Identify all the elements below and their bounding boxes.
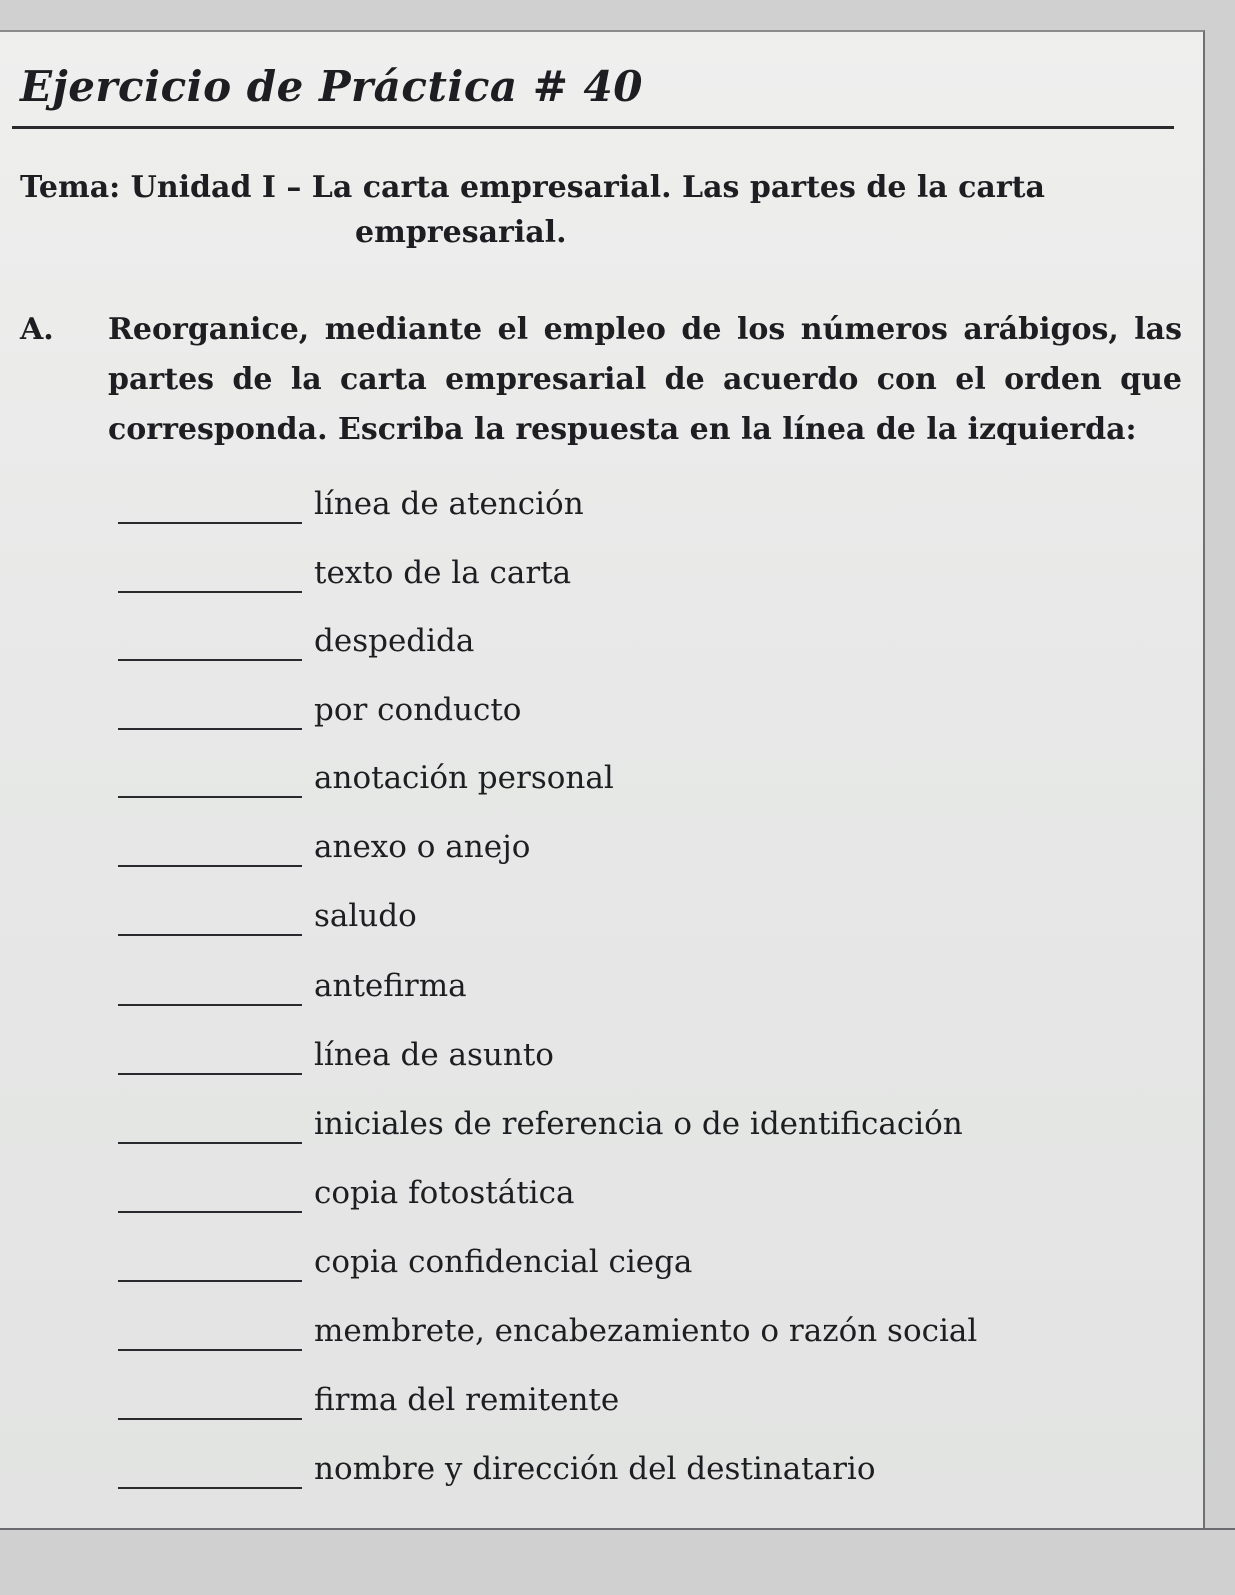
item-label: copia confidencial ciega: [314, 1244, 693, 1280]
instruction-text: Reorganice, mediante el empleo de los números arábigos, las partes de la carta empresarial de acuerdo con el orden que corresponda. Escriba la respuesta en la línea de la izquierda:: [108, 312, 1182, 447]
item-label: nombre y dirección del destinatario: [314, 1451, 876, 1487]
list-item: [0, 692, 1100, 732]
item-label: por conducto: [314, 692, 522, 728]
item-label: membrete, encabezamiento o razón social: [314, 1313, 978, 1349]
page-title: Ejercicio de Práctica # 40: [20, 62, 643, 111]
item-label: anotación personal: [314, 760, 614, 796]
answer-blank[interactable]: [118, 1211, 302, 1213]
list-item: [0, 829, 1100, 869]
item-label: copia fotostática: [314, 1175, 575, 1211]
answer-blank[interactable]: [118, 1487, 302, 1489]
list-item: [0, 1175, 1100, 1215]
list-item: [0, 1037, 1100, 1077]
list-item: [0, 623, 1100, 663]
answer-blank[interactable]: [118, 728, 302, 730]
list-item: [0, 898, 1100, 938]
answer-blank[interactable]: [118, 659, 302, 661]
item-label: texto de la carta: [314, 555, 572, 591]
item-label: saludo: [314, 898, 417, 934]
list-item: [0, 555, 1100, 595]
topic-line-2: empresarial.: [355, 215, 567, 250]
answer-blank[interactable]: [118, 796, 302, 798]
list-item: [0, 760, 1100, 800]
section-label: A.: [20, 312, 54, 347]
list-item: [0, 1451, 1100, 1491]
topic-heading: [20, 165, 1170, 255]
list-item: [0, 1106, 1100, 1146]
answer-blank[interactable]: [118, 934, 302, 936]
list-item: [0, 968, 1100, 1008]
item-label: firma del remitente: [314, 1382, 620, 1418]
list-item: [0, 486, 1100, 526]
answer-blank[interactable]: [118, 1142, 302, 1144]
answer-blank[interactable]: [118, 522, 302, 524]
title-divider: [12, 126, 1174, 129]
item-label: despedida: [314, 623, 475, 659]
item-label: iniciales de referencia o de identificación: [314, 1106, 963, 1142]
answer-blank[interactable]: [118, 1073, 302, 1075]
item-label: línea de asunto: [314, 1037, 554, 1073]
item-label: anexo o anejo: [314, 829, 531, 865]
answer-blank[interactable]: [118, 865, 302, 867]
answer-blank[interactable]: [118, 1418, 302, 1420]
item-label: línea de atención: [314, 486, 584, 522]
answer-blank[interactable]: [118, 591, 302, 593]
answer-blank[interactable]: [118, 1004, 302, 1006]
topic-line-1: Tema: Unidad I – La carta empresarial. Las partes de la carta: [20, 170, 1045, 205]
list-item: [0, 1313, 1100, 1353]
answer-blank[interactable]: [118, 1349, 302, 1351]
bottom-rule: [0, 1528, 1235, 1530]
item-label: antefirma: [314, 968, 467, 1004]
list-item: [0, 1244, 1100, 1284]
answer-blank[interactable]: [118, 1280, 302, 1282]
list-item: [0, 1382, 1100, 1422]
